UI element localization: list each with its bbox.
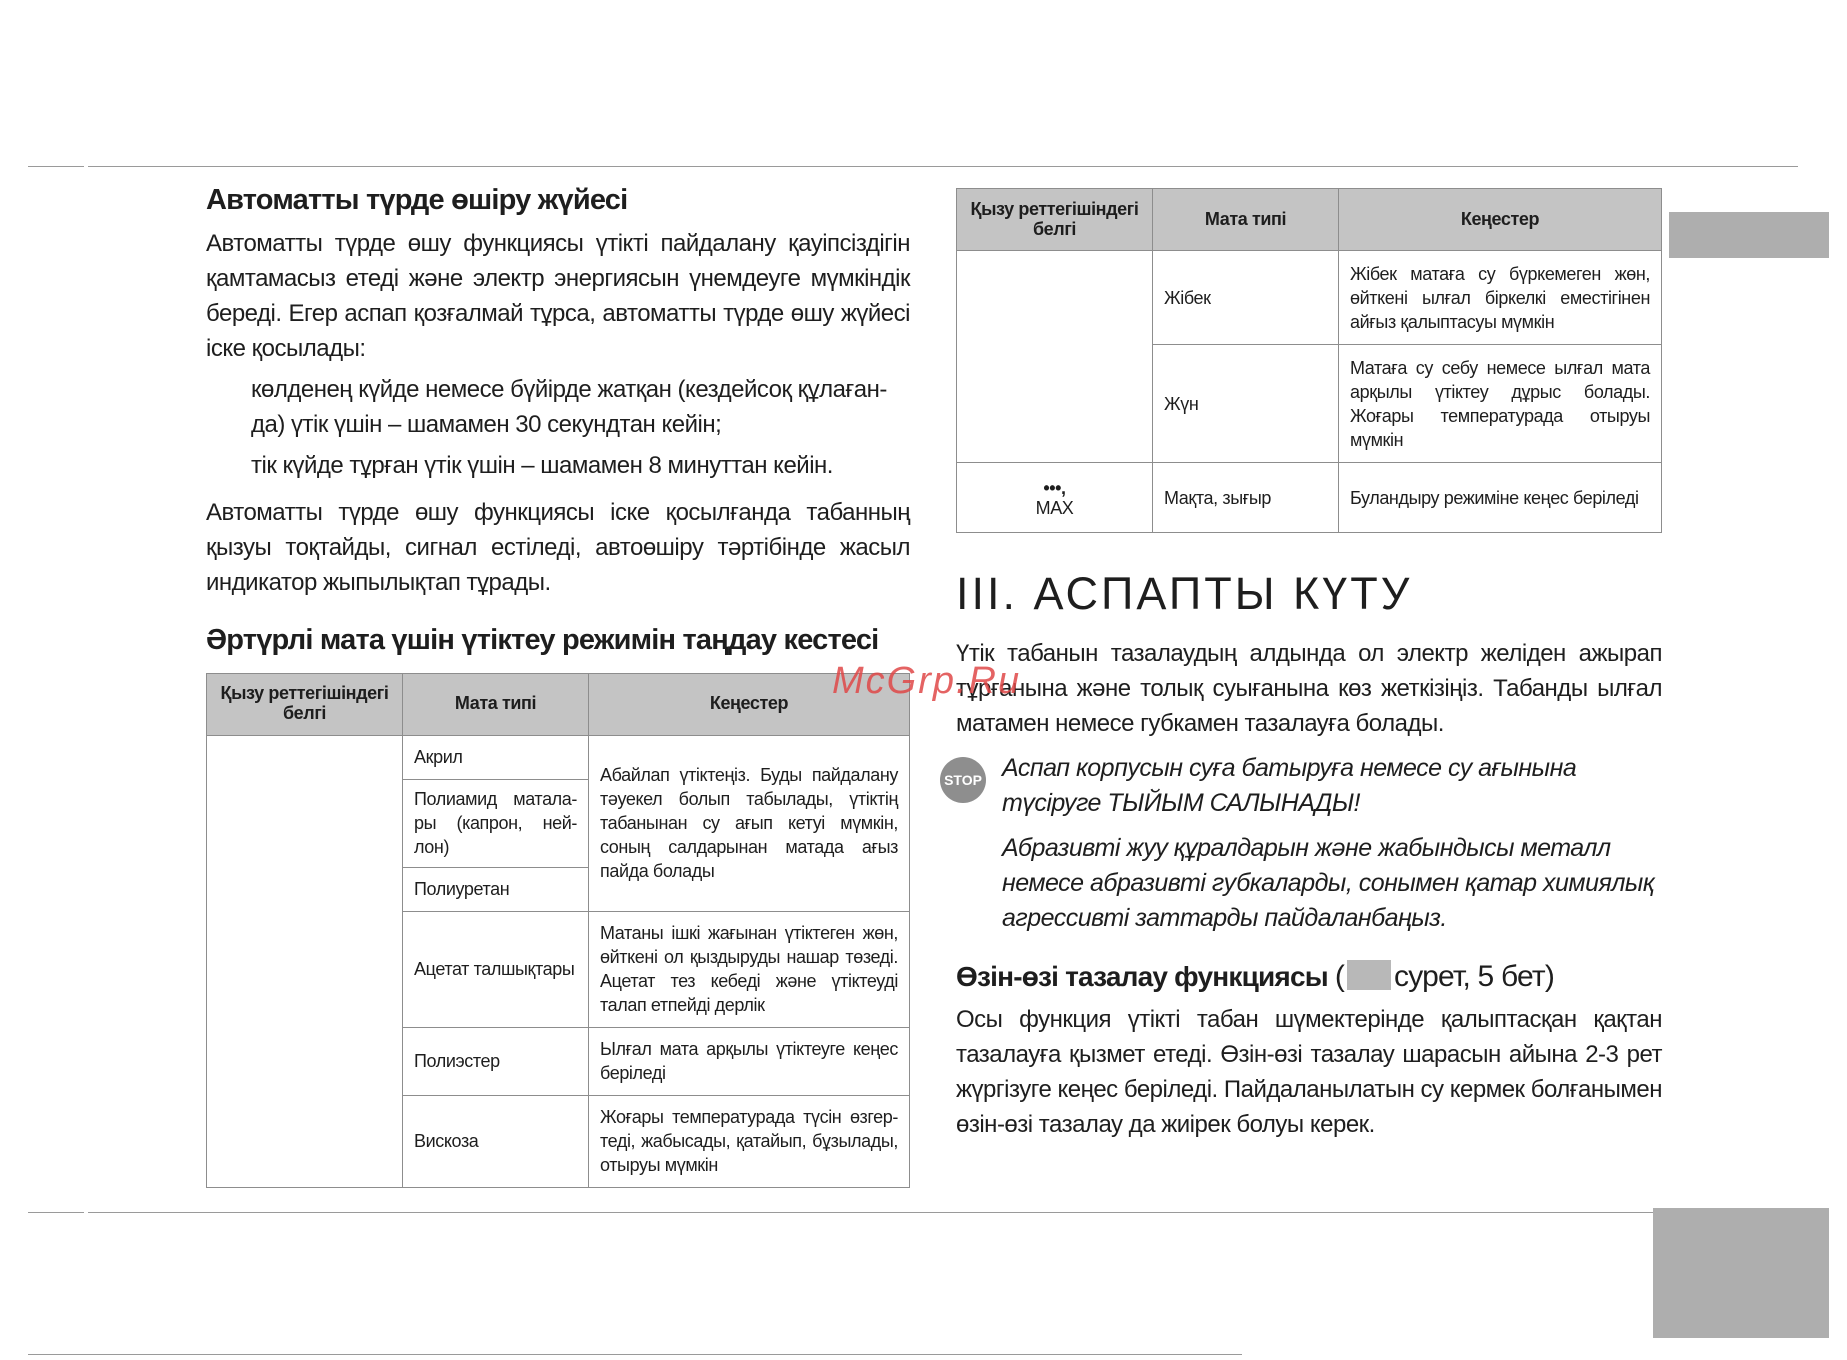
warning-water: Аспап корпусын суға батыруға немесе су ағынына түсіруге ТЫЙЫМ САЛЫНАДЫ! [1002,754,1577,817]
auto-off-intro: Автоматты түрде өшу функциясы үтікті пайдалану қауіпсіздігін қамтамасыз етеді және электр энергиясын үнемдеуге мүмкіндік береді. Егер аспап қозғалмай тұрса, автоматты түрде өшу жүйесі іске қосылады: [206,230,910,363]
footer-rule [28,1354,1242,1355]
self-clean-ref-text: сурет, 5 бет) [1394,960,1555,993]
fabric-cell: Акрил [403,735,589,779]
auto-off-item-horizontal: көлденең күйде немесе бүйірде жатқан (кездейсоқ құлаған-да) үтік үшін – шамамен 30 секундтан кейін; [251,376,887,439]
fabric-cell: Полиуретан [403,867,589,911]
tip-cell: Матаны ішкі жағынан үтіктеген жөн, өйткені ол қыздыруды нашар төзеді. Ацетат тез кебеді және үтіктеуді талап етпейді дерлік [589,911,910,1027]
tip-cell: Буландыру режиміне кеңес беріледі [1339,463,1662,533]
bottom-rule-left [28,1212,84,1213]
care-paragraph: Үтік табанын тазалаудың алдында ол электр желіден ажырап тұрғанына және толық суығанына көз жеткізіңіз. Табанды ылғал матамен немесе губкамен тазалауға болады. [956,640,1662,737]
fabric-cell: Ацетат талшықтары [403,911,589,1027]
tip-cell: Абайлап үтіктеңіз. Буды пайдалану тәуекел болып табылады, үтіктің табанынан су ағып кетуі мүмкін, соның салдарынан матада ағыз пайда болады [589,735,910,911]
table-header-row [957,189,1662,251]
col-header-tips: Кеңестер [1339,189,1662,251]
heading-auto-off: Автоматты түрде өшіру жүйесі [206,184,628,216]
tip-cell: Жібек матаға су бүркемеген жөн, өйткені ылғал біркелкі еместігінен айғыз қалыптасуы мүмкін [1339,251,1662,345]
table-row [207,735,910,779]
fabric-cell: Полиэстер [403,1027,589,1095]
watermark: McGrp.Ru [832,660,1022,702]
table-row [957,251,1662,345]
auto-off-item-vertical: тік күйде тұрған үтік үшін – шамамен 8 минуттан кейін. [251,452,833,480]
mark-cell-empty [207,735,403,1187]
fabric-table-right [956,188,1662,533]
mark-cell-empty [957,251,1153,463]
heading-self-clean [956,958,1662,996]
self-clean-ref-open: ( [1334,960,1345,993]
fabric-cell: Жүн [1153,345,1339,463]
self-clean-title: Өзін-өзі тазалау функциясы [956,961,1328,992]
stop-icon: STOP [940,757,986,803]
fabric-cell: Полиамид матала-ры (капрон, ней-лон) [403,779,589,867]
stop-warning [944,751,1662,936]
self-clean-paragraph: Осы функция үтікті табан шүмектерінде қалыптасқан қақтан тазалауға қызмет етеді. Өзін-өзі тазалау шарасын айына 2-3 рет жүргізуге кеңес беріледі. Пайдаланылатын су кермек болғанымен өзін-өзі тазалау да жиірек болуы керек. [956,1005,1662,1138]
col-header-fabric: Мата типі [1153,189,1339,251]
mark-cell-max [957,463,1153,533]
bottom-rule [88,1212,1658,1213]
col-header-tips: Кеңестер [589,673,910,735]
table-header-row [207,673,910,735]
side-tab-top [1669,212,1829,258]
figure-reference-box [1347,960,1391,990]
max-mark: MAX [1035,497,1074,518]
tip-cell: Матаға су себу немесе ылғал мата арқылы үтіктеу дұрыс болады. Жоғары температурада отыруы мүмкін [1339,345,1662,463]
heading-care: III. АСПАПТЫ КҮТУ [956,568,1413,619]
heading-ironing-table: Әртүрлі мата үшін үтіктеу режимін таңдау кестесі [206,624,879,657]
dots-mark: •••, [1043,477,1066,498]
tip-cell: Жоғары температурада түсін өзгер-теді, жабысады, қатайып, бұзылады, отыруы мүмкін [589,1095,910,1187]
fabric-cell: Жібек [1153,251,1339,345]
fabric-table-left [206,673,910,1188]
top-rule-left [28,166,84,167]
self-clean-ref [1335,960,1554,993]
side-tab-bottom [1653,1208,1829,1338]
col-header-mark: Қызу реттегішіндегі белгі [207,673,403,735]
col-header-mark: Қызу реттегішіндегі белгі [957,189,1153,251]
left-column [206,182,910,1188]
table-row [957,463,1662,533]
fabric-cell: Вискоза [403,1095,589,1187]
right-column [944,188,1662,1142]
auto-off-result: Автоматты түрде өшу функциясы іске қосылғанда табанның қызуы тоқтайды, сигнал естіледі, автоөшіру тәртібінде жасыл индикатор жыпылықтап тұрады. [206,499,910,597]
warning-abrasive: Абразивті жуу құралдарын және жабындысы металл немесе абразивті губкаларды, сонымен қатар химиялық агрессивті заттарды пайдаланбаңыз. [1002,834,1655,932]
col-header-fabric: Мата типі [403,673,589,735]
fabric-cell: Мақта, зығыр [1153,463,1339,533]
top-rule [88,166,1798,167]
tip-cell: Ылғал мата арқылы үтіктеуге кеңес беріледі [589,1027,910,1095]
